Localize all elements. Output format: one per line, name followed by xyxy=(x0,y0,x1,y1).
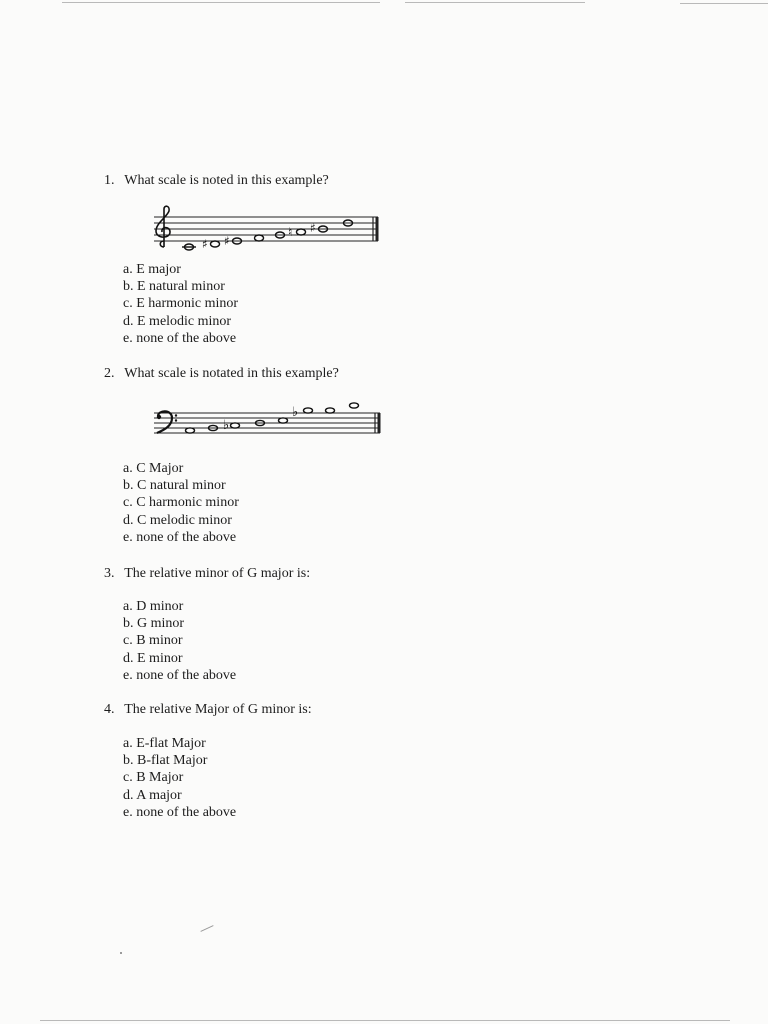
answer-option[interactable]: a. C Major xyxy=(123,461,184,476)
answer-option[interactable]: c. B minor xyxy=(123,633,183,649)
question-2 xyxy=(104,365,339,382)
answer-option[interactable]: b. C natural minor xyxy=(123,478,226,494)
answer-option[interactable]: c. E harmonic minor xyxy=(123,296,239,312)
answer-option[interactable]: a. E-flat Major xyxy=(123,736,206,751)
question-number: 2. xyxy=(104,366,115,381)
answer-option[interactable]: b. B-flat Major xyxy=(123,753,208,769)
answer-option[interactable]: e. none of the above xyxy=(123,330,237,346)
bass-clef-icon xyxy=(157,411,177,433)
answer-options-q3 xyxy=(123,598,236,684)
treble-staff-example xyxy=(150,205,382,257)
answer-option[interactable]: d. E melodic minor xyxy=(123,313,232,329)
answer-option[interactable]: d. A major xyxy=(123,787,182,803)
answer-option[interactable]: b. E natural minor xyxy=(123,279,225,295)
svg-text:♭: ♭ xyxy=(223,418,230,433)
scan-edge-line xyxy=(680,3,768,4)
question-number: 3. xyxy=(104,566,115,581)
question-1 xyxy=(104,172,329,189)
scan-speck xyxy=(120,952,122,954)
question-text: The relative minor of G major is: xyxy=(124,566,311,581)
svg-text:♯: ♯ xyxy=(224,234,230,248)
answer-option[interactable]: b. G minor xyxy=(123,616,185,632)
question-number: 1. xyxy=(104,173,115,188)
answer-option[interactable]: e. none of the above xyxy=(123,804,237,820)
scan-edge-line xyxy=(40,1020,730,1021)
answer-option[interactable]: a. E major xyxy=(123,262,181,277)
answer-option[interactable]: e. none of the above xyxy=(123,667,237,683)
answer-option[interactable]: e. none of the above xyxy=(123,529,237,545)
answer-option[interactable]: d. C melodic minor xyxy=(123,512,232,528)
svg-text:♮: ♮ xyxy=(288,225,293,239)
question-text: The relative Major of G minor is: xyxy=(124,702,312,717)
question-4 xyxy=(104,701,312,718)
scan-speck xyxy=(200,925,213,932)
answer-option[interactable]: c. B Major xyxy=(123,770,184,786)
question-number: 4. xyxy=(104,702,115,717)
svg-text:♯: ♯ xyxy=(310,221,316,235)
answer-option[interactable]: d. E minor xyxy=(123,650,183,666)
svg-text:♭: ♭ xyxy=(292,405,299,420)
question-text: What scale is noted in this example? xyxy=(124,173,329,188)
question-text: What scale is notated in this example? xyxy=(124,366,339,381)
answer-options-q2 xyxy=(123,460,239,546)
answer-option[interactable]: c. C harmonic minor xyxy=(123,495,239,511)
scan-edge-line xyxy=(405,2,585,3)
answer-options-q1 xyxy=(123,261,238,347)
bass-staff-example xyxy=(150,397,384,443)
answer-option[interactable]: a. D minor xyxy=(123,599,184,614)
scan-edge-line xyxy=(62,2,380,3)
question-3 xyxy=(104,565,310,582)
answer-options-q4 xyxy=(123,735,236,821)
svg-text:♯: ♯ xyxy=(202,237,208,251)
